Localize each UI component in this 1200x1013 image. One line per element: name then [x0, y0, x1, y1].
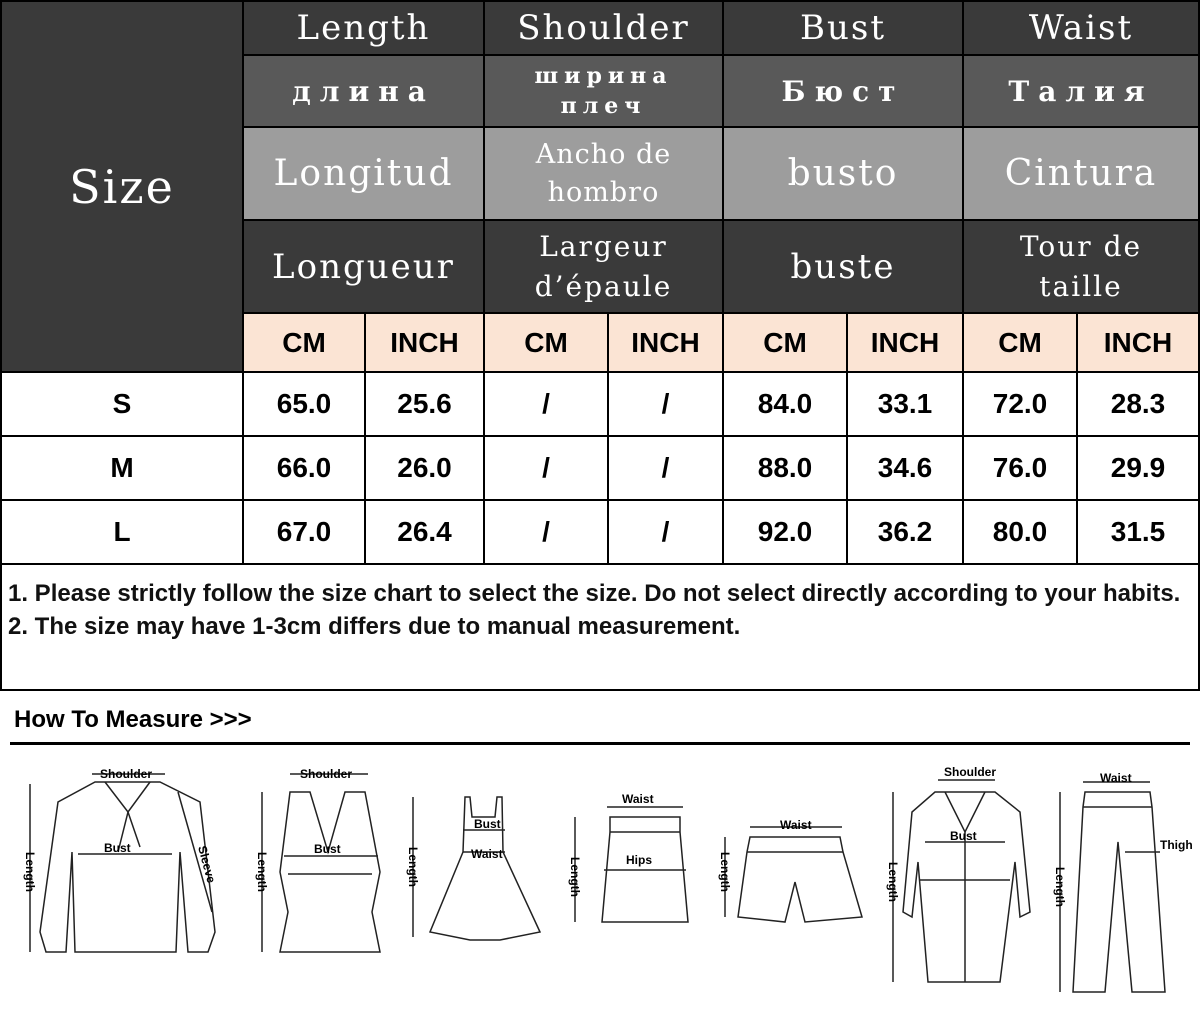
table-cell: 65.0 — [242, 371, 366, 437]
unit-header: CM — [962, 312, 1078, 373]
table-cell: 28.3 — [1076, 371, 1200, 437]
shorts-diagram — [725, 827, 862, 922]
column-header-bust-es: busto — [722, 126, 964, 221]
column-header-waist-en: Waist — [962, 0, 1200, 56]
column-header-bust-ru: Бюст — [722, 54, 964, 128]
table-cell: 36.2 — [846, 499, 964, 565]
label-waist-5: Waist — [780, 818, 812, 832]
label-length-5: Length — [718, 852, 732, 892]
column-header-waist-es: Cintura — [962, 126, 1200, 221]
tank-diagram — [262, 774, 380, 952]
table-cell: 26.4 — [364, 499, 485, 565]
column-header-length-es: Longitud — [242, 126, 485, 221]
table-cell: 34.6 — [846, 435, 964, 501]
label-length-4: Length — [568, 857, 582, 897]
label-length-3: Length — [406, 847, 420, 887]
column-header-shoulder-en: Shoulder — [483, 0, 724, 56]
label-bust-3: Bust — [474, 817, 501, 831]
label-bust-6: Bust — [950, 829, 977, 843]
table-cell: / — [483, 435, 609, 501]
column-header-length-fr: Longueur — [242, 219, 485, 314]
measurement-diagrams — [0, 752, 1200, 1012]
label-length-2: Length — [255, 852, 269, 892]
label-bust-1: Bust — [104, 841, 131, 855]
unit-header: INCH — [846, 312, 964, 373]
table-cell: 33.1 — [846, 371, 964, 437]
table-cell: / — [607, 435, 724, 501]
label-waist-3: Waist — [471, 847, 503, 861]
table-cell: 80.0 — [962, 499, 1078, 565]
table-cell: 84.0 — [722, 371, 848, 437]
label-waist-4: Waist — [622, 792, 654, 806]
table-cell: 66.0 — [242, 435, 366, 501]
label-shoulder-2: Shoulder — [300, 767, 353, 781]
size-notes — [0, 561, 1200, 691]
unit-header: CM — [242, 312, 366, 373]
table-cell: 26.0 — [364, 435, 485, 501]
note-2: 2. The size may have 1-3cm differs due to manual measurement. — [8, 613, 741, 640]
size-header: Size — [0, 0, 244, 373]
column-header-shoulder-es: Ancho de hombro — [483, 126, 724, 221]
table-cell: 29.9 — [1076, 435, 1200, 501]
label-shoulder-1: Shoulder — [100, 767, 153, 781]
label-waist-7: Waist — [1100, 771, 1132, 785]
column-header-length-ru: длина — [242, 54, 485, 128]
table-cell: 67.0 — [242, 499, 366, 565]
size-cell: L — [0, 499, 244, 565]
label-sleeve: Sleeve — [195, 844, 219, 885]
how-to-measure-title: How To Measure >>> — [14, 706, 252, 733]
column-header-bust-fr: buste — [722, 219, 964, 314]
blouse-diagram — [30, 774, 215, 952]
label-thigh: Thigh — [1160, 838, 1193, 852]
table-cell: 92.0 — [722, 499, 848, 565]
unit-header: INCH — [607, 312, 724, 373]
label-shoulder-6: Shoulder — [944, 765, 997, 779]
table-cell: 72.0 — [962, 371, 1078, 437]
column-header-shoulder-ru: ширина плеч — [483, 54, 724, 128]
table-cell: 31.5 — [1076, 499, 1200, 565]
table-cell: 88.0 — [722, 435, 848, 501]
unit-header: CM — [722, 312, 848, 373]
label-hips: Hips — [626, 853, 653, 867]
table-cell: 76.0 — [962, 435, 1078, 501]
table-cell: / — [483, 499, 609, 565]
table-cell: / — [607, 371, 724, 437]
column-header-shoulder-fr: Largeur d’épaule — [483, 219, 724, 314]
column-header-length-en: Length — [242, 0, 485, 56]
pants-diagram — [1060, 782, 1165, 992]
size-cell: S — [0, 371, 244, 437]
divider — [10, 742, 1190, 745]
size-cell: M — [0, 435, 244, 501]
column-header-waist-ru: Талия — [962, 54, 1200, 128]
table-cell: / — [483, 371, 609, 437]
column-header-waist-fr: Tour de taille — [962, 219, 1200, 314]
coat-diagram — [893, 780, 1030, 982]
label-length-1: Length — [23, 852, 37, 892]
unit-header: CM — [483, 312, 609, 373]
unit-header: INCH — [364, 312, 485, 373]
table-cell: / — [607, 499, 724, 565]
unit-header: INCH — [1076, 312, 1200, 373]
table-cell: 25.6 — [364, 371, 485, 437]
note-1: 1. Please strictly follow the size chart to select the size. Do not select directly according to your habits. — [8, 580, 1181, 607]
label-length-6: Length — [886, 862, 900, 902]
label-bust-2: Bust — [314, 842, 341, 856]
column-header-bust-en: Bust — [722, 0, 964, 56]
label-length-7: Length — [1053, 867, 1067, 907]
